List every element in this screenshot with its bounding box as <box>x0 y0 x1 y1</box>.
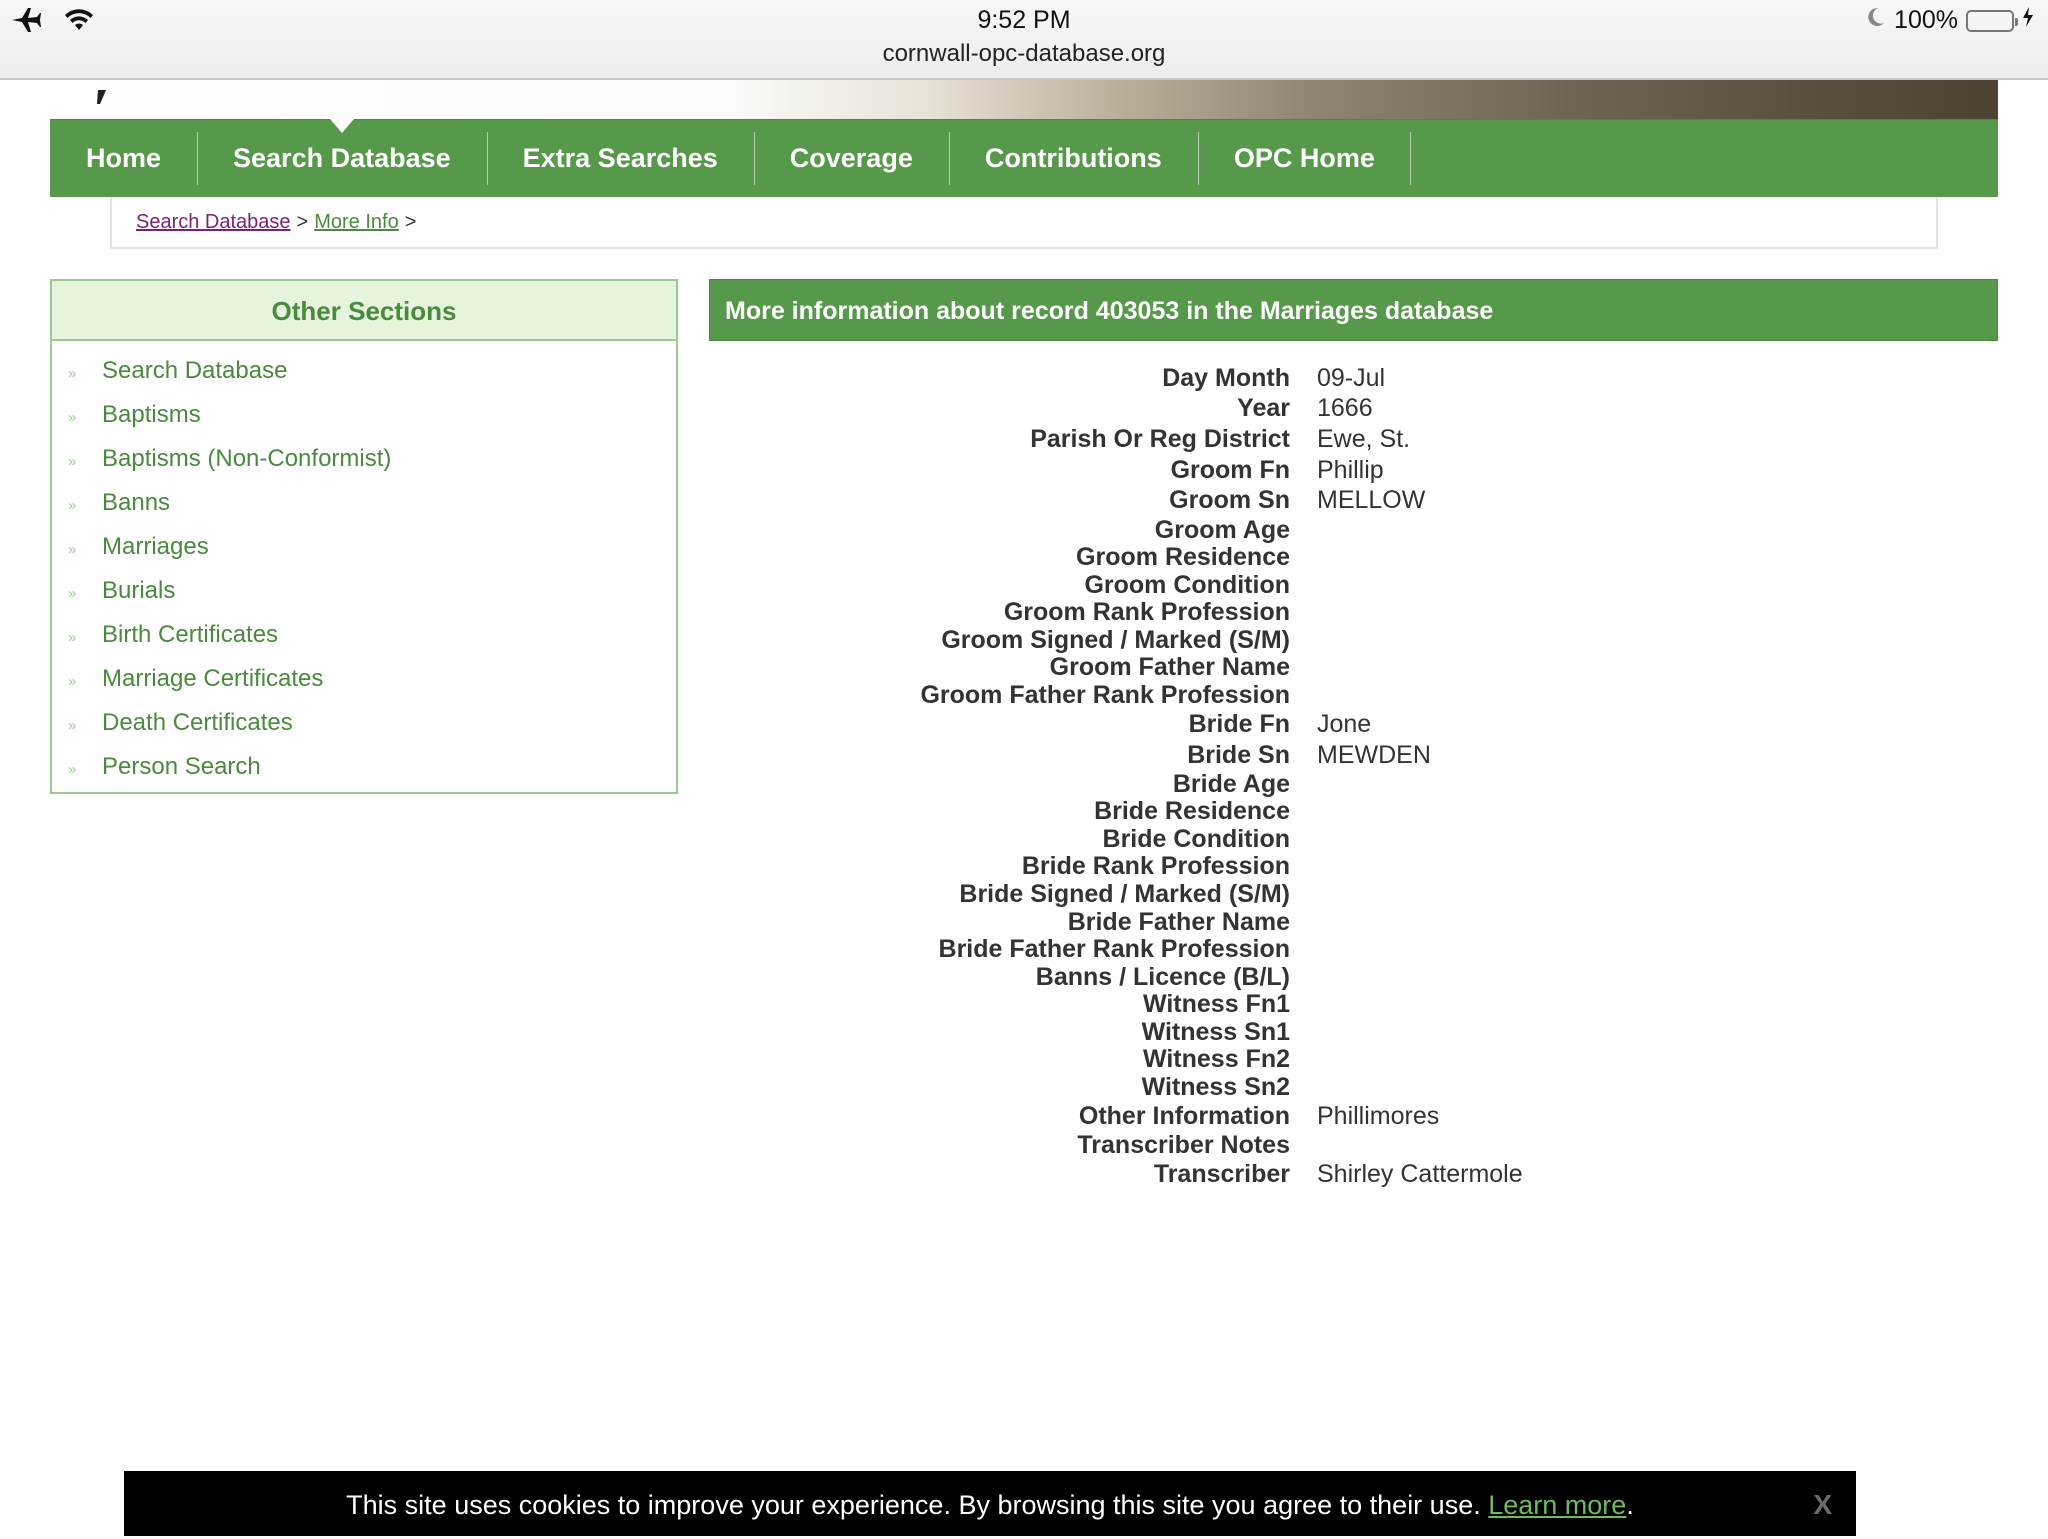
field-value: Shirley Cattermole <box>1317 1159 1523 1188</box>
sidebar-item-marriages[interactable] <box>68 525 676 569</box>
sidebar-item-marriage-certificates[interactable] <box>68 657 676 701</box>
nav-label: Search Database <box>233 143 451 173</box>
breadcrumb-separator: > <box>296 211 309 233</box>
field-label: Other Information <box>1078 1101 1290 1130</box>
field-value: Phillimores <box>1317 1101 1440 1130</box>
sidebar-item-label: Marriages <box>102 533 209 560</box>
status-time: 9:52 PM <box>977 6 1071 34</box>
field-label: Groom Rank Profession <box>1003 597 1290 626</box>
battery-icon <box>1966 10 2014 32</box>
field-label: Groom Father Name <box>1049 652 1290 681</box>
nav-coverage[interactable] <box>754 120 949 197</box>
field-label: Bride Condition <box>1102 824 1290 853</box>
sidebar-title: Other Sections <box>52 281 676 341</box>
sidebar-item-label: Person Search <box>102 753 261 780</box>
field-label: Bride Age <box>1172 769 1290 798</box>
cookie-banner <box>124 1471 1856 1536</box>
field-label: Witness Sn2 <box>1141 1072 1290 1101</box>
breadcrumb-more-info[interactable]: More Info <box>314 211 399 233</box>
field-value: Phillip <box>1317 455 1384 484</box>
field-label: Groom Sn <box>1169 485 1290 514</box>
field-label: Witness Sn1 <box>1141 1017 1290 1046</box>
breadcrumb-separator: > <box>404 211 417 233</box>
field-label: Groom Age <box>1154 515 1290 544</box>
sidebar-list <box>52 341 676 789</box>
sidebar-item-person-search[interactable] <box>68 745 676 789</box>
chevron-double-right-icon: » <box>68 628 76 646</box>
chevron-double-right-icon: » <box>68 584 76 602</box>
record-row <box>709 1156 1998 1192</box>
field-value: MEWDEN <box>1317 740 1431 769</box>
other-sections-sidebar <box>50 279 678 794</box>
field-label: Transcriber Notes <box>1077 1130 1290 1159</box>
nav-opc-home[interactable] <box>1198 120 1411 197</box>
sidebar-item-label: Burials <box>102 577 176 604</box>
chevron-double-right-icon: » <box>68 672 76 690</box>
field-label: Bride Father Name <box>1067 907 1290 936</box>
chevron-double-right-icon: » <box>68 760 76 778</box>
main-nav <box>50 119 1998 197</box>
nav-label: Extra Searches <box>522 143 718 173</box>
sidebar-item-label: Search Database <box>102 357 288 384</box>
nav-extra-searches[interactable] <box>487 120 754 197</box>
field-label: Groom Condition <box>1084 570 1290 599</box>
sidebar-item-death-certificates[interactable] <box>68 701 676 745</box>
sidebar-item-label: Baptisms (Non-Conformist) <box>102 445 392 472</box>
cookie-trailing: . <box>1626 1490 1634 1520</box>
sidebar-item-birth-certificates[interactable] <box>68 613 676 657</box>
chevron-double-right-icon: » <box>68 364 76 382</box>
browser-status-bar <box>0 0 2048 80</box>
field-label: Parish Or Reg District <box>1030 424 1290 453</box>
field-label: Transcriber <box>1153 1159 1290 1188</box>
field-value: MELLOW <box>1317 485 1426 514</box>
cookie-message: This site uses cookies to improve your experience. By browsing this site you agree to their use. <box>346 1490 1481 1520</box>
chevron-double-right-icon: » <box>68 496 76 514</box>
battery-percent: 100% <box>1894 6 1958 34</box>
chevron-double-right-icon: » <box>68 408 76 426</box>
field-label: Groom Fn <box>1170 455 1290 484</box>
sidebar-item-baptisms[interactable] <box>68 393 676 437</box>
breadcrumb <box>110 197 1938 249</box>
field-label: Groom Father Rank Profession <box>920 680 1290 709</box>
field-label: Banns / Licence (B/L) <box>1035 962 1290 991</box>
sidebar-item-baptisms-non-conformist[interactable] <box>68 437 676 481</box>
sidebar-item-search-database[interactable] <box>68 349 676 393</box>
nav-label: Home <box>86 143 162 173</box>
field-label: Groom Residence <box>1076 542 1290 571</box>
field-label: Bride Signed / Marked (S/M) <box>959 879 1290 908</box>
field-label: Groom Signed / Marked (S/M) <box>941 625 1290 654</box>
moon-icon <box>1866 6 1886 35</box>
field-value: Jone <box>1317 709 1372 738</box>
field-value: Ewe, St. <box>1317 424 1411 453</box>
chevron-double-right-icon: » <box>68 452 76 470</box>
breadcrumb-search-database[interactable]: Search Database <box>136 211 291 233</box>
nav-label: Contributions <box>984 143 1162 173</box>
record-title: More information about record 403053 in the Marriages database <box>709 279 1998 341</box>
sidebar-item-banns[interactable] <box>68 481 676 525</box>
nav-contributions[interactable] <box>949 120 1198 197</box>
field-label: Bride Fn <box>1188 709 1290 738</box>
sidebar-item-label: Marriage Certificates <box>102 665 324 692</box>
close-cookie-button[interactable]: X <box>1813 1489 1832 1520</box>
field-label: Witness Fn1 <box>1142 989 1290 1018</box>
sidebar-item-burials[interactable] <box>68 569 676 613</box>
nav-label: Coverage <box>789 143 913 173</box>
field-label: Bride Residence <box>1094 796 1290 825</box>
chevron-double-right-icon: » <box>68 716 76 734</box>
charging-icon <box>2022 6 2034 35</box>
nav-home[interactable] <box>50 120 197 197</box>
chevron-double-right-icon: » <box>68 540 76 558</box>
field-value: 09-Jul <box>1317 363 1386 392</box>
address-bar-url[interactable]: cornwall-opc-database.org <box>882 40 1166 67</box>
site-banner-image <box>50 80 1998 120</box>
sidebar-item-label: Baptisms <box>102 401 201 428</box>
field-label: Bride Father Rank Profession <box>938 934 1290 963</box>
active-pointer-icon <box>330 119 354 133</box>
field-label: Witness Fn2 <box>1142 1044 1290 1073</box>
sidebar-item-label: Death Certificates <box>102 709 293 736</box>
status-right <box>1866 6 2034 35</box>
nav-label: OPC Home <box>1233 143 1375 173</box>
learn-more-link[interactable]: Learn more <box>1488 1490 1627 1520</box>
banner-logo-fragment <box>96 78 112 112</box>
field-label: Bride Rank Profession <box>1021 851 1290 880</box>
nav-search-database[interactable] <box>197 120 487 197</box>
field-label: Day Month <box>1162 363 1290 392</box>
field-label: Year <box>1237 393 1290 422</box>
field-value: 1666 <box>1317 393 1373 422</box>
sidebar-item-label: Banns <box>102 489 171 516</box>
sidebar-item-label: Birth Certificates <box>102 621 279 648</box>
field-label: Bride Sn <box>1187 740 1290 769</box>
